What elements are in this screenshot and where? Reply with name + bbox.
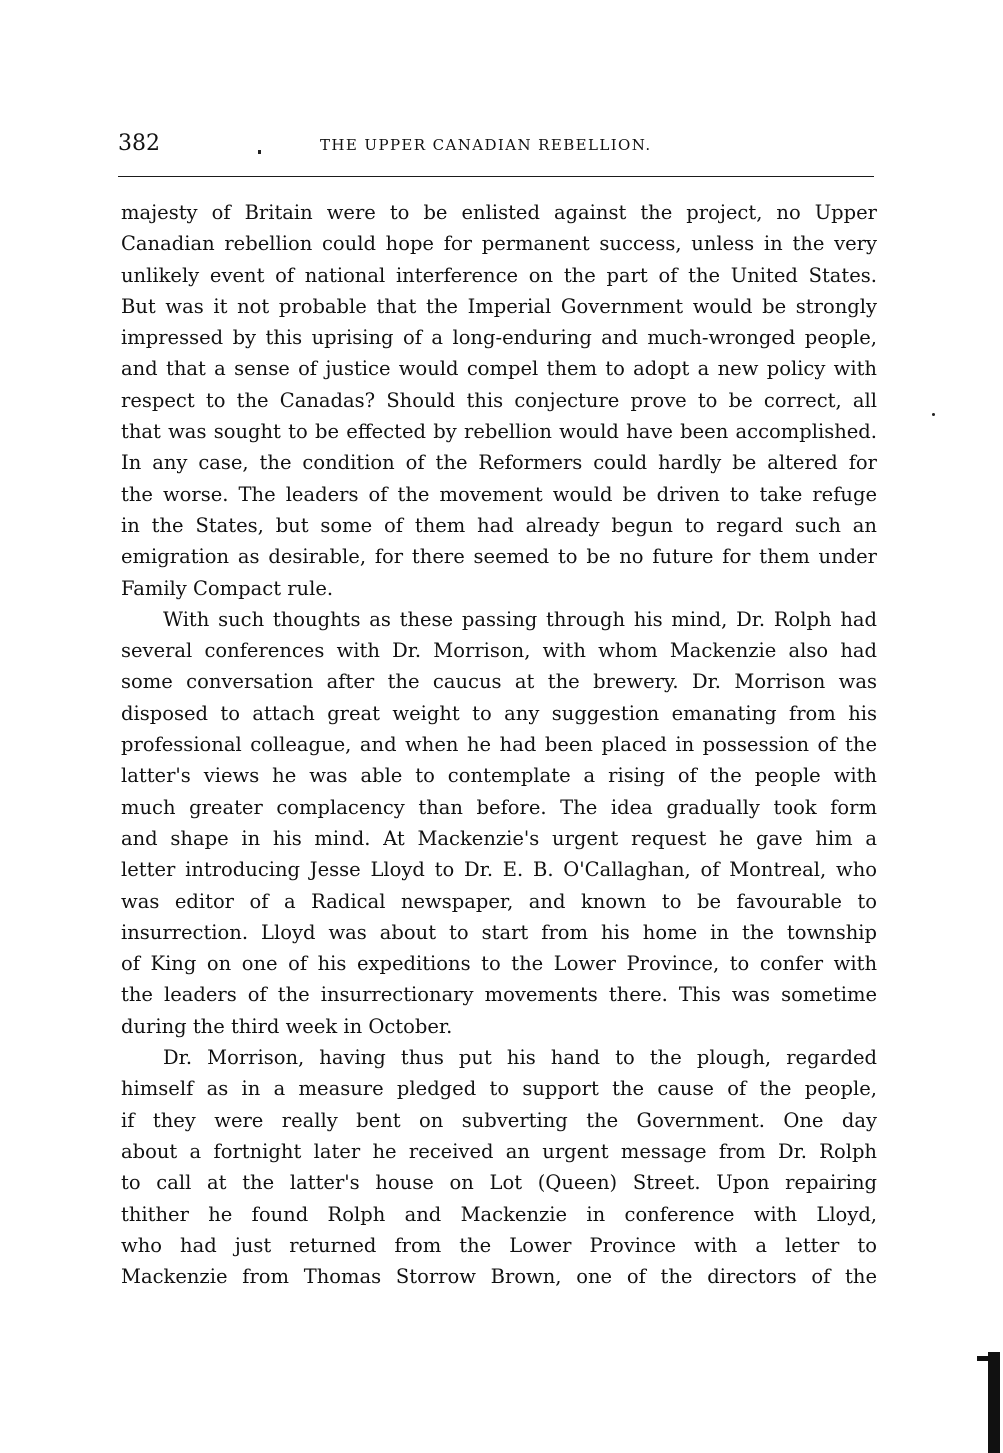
text-line: in the States, but some of them had already begun to regard such an (121, 513, 877, 537)
text-line: much greater complacency than before. The idea gradually took form (121, 795, 877, 819)
running-title: THE UPPER CANADIAN REBELLION. (320, 136, 652, 154)
text-line: the worse. The leaders of the movement would be driven to take refuge (121, 482, 877, 506)
print-speck (258, 150, 261, 154)
text-line: Family Compact rule. (121, 576, 334, 600)
text-line: the leaders of the insurrectionary movements there. This was sometime (121, 983, 877, 1007)
text-line: of King on one of his expeditions to the Lower Province, to confer with (121, 952, 877, 976)
body-text (121, 197, 877, 1292)
text-line: But was it not probable that the Imperial Government would be strongly (121, 294, 877, 318)
text-line: to call at the latter's house on Lot (Queen) Street. Upon repairing (121, 1171, 877, 1195)
text-line: was editor of a Radical newspaper, and known to be favourable to (121, 889, 877, 913)
text-line: Mackenzie from Thomas Storrow Brown, one of the directors of the (121, 1265, 877, 1289)
text-line: Canadian rebellion could hope for permanent success, unless in the very (121, 232, 877, 256)
text-line: disposed to attach great weight to any suggestion emanating from his (121, 701, 877, 725)
header-rule (118, 176, 874, 177)
text-line: if they were really bent on subverting the Government. One day (121, 1108, 877, 1132)
page-edge-tab (977, 1356, 989, 1361)
text-line: some conversation after the caucus at the brewery. Dr. Morrison was (121, 670, 877, 694)
text-line: latter's views he was able to contemplate a rising of the people with (121, 764, 877, 788)
text-line: and shape in his mind. At Mackenzie's urgent request he gave him a (121, 826, 877, 850)
margin-speck (932, 413, 935, 416)
text-line: several conferences with Dr. Morrison, with whom Mackenzie also had (121, 639, 877, 663)
text-line: impressed by this uprising of a long-enduring and much-wronged people, (121, 326, 877, 350)
text-line: insurrection. Lloyd was about to start from his home in the township (121, 920, 877, 944)
text-line: majesty of Britain were to be enlisted against the project, no Upper (121, 201, 877, 224)
text-line: about a fortnight later he received an urgent message from Dr. Rolph (121, 1139, 877, 1163)
text-line: In any case, the condition of the Reformers could hardly be altered for (121, 451, 877, 475)
text-line: professional colleague, and when he had been placed in possession of the (121, 733, 877, 757)
page-number: 382 (118, 131, 160, 156)
text-line: emigration as desirable, for there seemed to be no future for them under (121, 545, 877, 569)
text-line: letter introducing Jesse Lloyd to Dr. E. B. O'Callaghan, of Montreal, who (121, 858, 877, 882)
text-line: himself as in a measure pledged to support the cause of the people, (121, 1077, 877, 1101)
text-line: respect to the Canadas? Should this conjecture prove to be correct, all (121, 388, 877, 412)
text-line: during the third week in October. (121, 1014, 453, 1038)
text-line: who had just returned from the Lower Province with a letter to (121, 1233, 877, 1257)
page-header (118, 130, 878, 160)
text-line: Dr. Morrison, having thus put his hand to the plough, regarded (163, 1046, 877, 1070)
text-line: unlikely event of national interference on the part of the United States. (121, 263, 877, 287)
text-line: thither he found Rolph and Mackenzie in conference with Lloyd, (121, 1202, 877, 1226)
text-line: With such thoughts as these passing through his mind, Dr. Rolph had (163, 607, 877, 631)
text-line: and that a sense of justice would compel them to adopt a new policy with (121, 357, 877, 381)
page-edge-mark (988, 1352, 1000, 1453)
text-line: that was sought to be effected by rebellion would have been accomplished. (121, 420, 877, 444)
